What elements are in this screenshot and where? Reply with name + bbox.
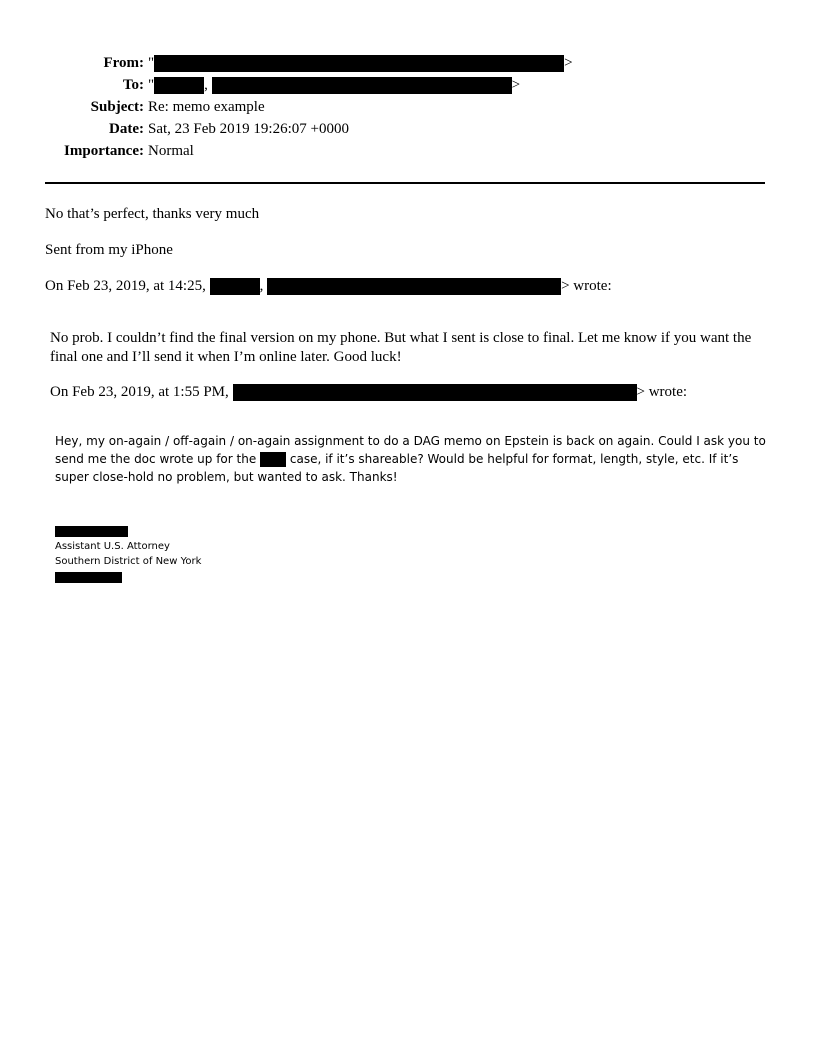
signature-office: Southern District of New York <box>55 556 202 567</box>
to-label: To: <box>122 77 144 93</box>
to-separator: , <box>204 77 208 93</box>
reply-signature: Sent from my iPhone <box>45 242 173 258</box>
quoted-message-1: No prob. I couldn’t find the final version on my phone. But what I sent is close to final. Let me know if you want the final one and I’ll send it when I’m online later. Good luck! <box>50 330 752 365</box>
signature-title: Assistant U.S. Attorney <box>55 541 170 552</box>
date-label: Date: <box>109 121 144 137</box>
message-text-end: case, if it’s shareable? Would be helpful for format, length, style, etc. If it’s super close-hold no problem, but wanted to ask. Thanks! <box>55 452 739 484</box>
header-divider <box>45 182 765 184</box>
quote-suffix: > wrote: <box>561 278 612 294</box>
quoted-message-2 <box>55 432 775 486</box>
to-row <box>0 74 816 96</box>
message-text-start: Hey, my on-again / off-again / on-again assignment to do a DAG memo on Epstein is back on again. Could I ask you to send me the doc wrote up for the <box>55 434 766 466</box>
redaction-box <box>210 278 260 295</box>
quote-attribution-1 <box>45 276 612 296</box>
redaction-box <box>233 384 637 401</box>
redaction-box <box>267 278 561 295</box>
redaction-box <box>212 77 512 94</box>
subject-label: Subject: <box>90 99 144 115</box>
importance-row <box>0 140 816 162</box>
redaction-box <box>260 452 286 467</box>
subject-value: Re: memo example <box>148 99 265 115</box>
date-value: Sat, 23 Feb 2019 19:26:07 +0000 <box>148 121 349 137</box>
redaction-box <box>55 526 128 537</box>
redaction-box <box>154 55 564 72</box>
from-quote: " <box>148 55 155 71</box>
quote-suffix: > wrote: <box>636 384 688 400</box>
from-value <box>148 52 573 74</box>
reply-text: No that’s perfect, thanks very much <box>45 206 260 222</box>
from-suffix: > <box>564 55 573 71</box>
importance-label: Importance: <box>64 143 144 159</box>
from-label: From: <box>103 55 144 71</box>
quote-prefix: On Feb 23, 2019, at 14:25, <box>45 278 206 294</box>
redaction-box <box>55 572 122 583</box>
to-value <box>148 74 520 96</box>
date-row <box>0 118 816 140</box>
importance-value: Normal <box>148 143 194 159</box>
subject-row <box>0 96 816 118</box>
quote-attribution-2 <box>50 382 687 402</box>
redaction-box <box>154 77 204 94</box>
email-header <box>0 52 816 162</box>
from-row <box>0 52 816 74</box>
to-quote: " <box>148 77 155 93</box>
to-suffix: > <box>511 77 521 93</box>
quote-prefix: On Feb 23, 2019, at 1:55 PM, <box>50 384 229 400</box>
quote-separator: , <box>259 278 264 294</box>
